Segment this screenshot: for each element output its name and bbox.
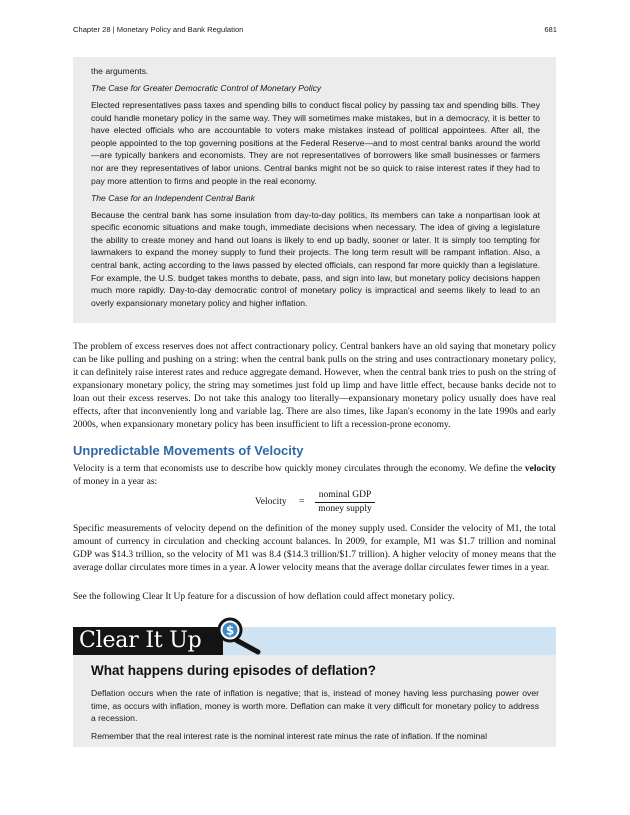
equation-lhs: Velocity [255,497,287,507]
velocity-def-before: Velocity is a term that economists use to describe how quickly money circulates through the economy. We define the [73,464,523,474]
case-independent-title: The Case for an Independent Central Bank [91,192,255,203]
equation-equals: = [299,497,305,507]
velocity-key-term: velocity [524,464,557,474]
case-democratic-title: The Case for Greater Democratic Control of Monetary Policy [91,83,322,94]
clear-it-up-question: What happens during episodes of deflation? [91,663,377,678]
velocity-def-after: of money in a year as: [73,477,158,487]
page-number: 681 [544,25,557,34]
deflation-paragraph-2: Remember that the real interest rate is the nominal interest rate minus the rate of inflation. If the nominal [91,730,487,741]
dollar-symbol: $ [225,623,235,638]
deflation-paragraph-1: Deflation occurs when the rate of inflation is negative; that is, instead of money having less purchasing power over time, as occurs with inflation, money is worth more. Deflation can make it very difficult for monetary policy to address a recession. [91,688,539,724]
velocity-measurement-paragraph: Specific measurements of velocity depend on the definition of the money supply used. Consider the velocity of M1, the total amount of currency in circulation and checking account balances. In 2009, for example, M1 was $1.7 trillion and nominal GDP was $14.3 trillion, so the velocity of M1 was 8.4 ($14.3 trillion/$1.7 trillion). A higher velocity of money means that the average dollar circulates more times in a year. A lower velocity means that the average dollar circulates fewer times in a year. [73,524,556,573]
equation-numerator: nominal GDP [315,490,375,503]
equation-fraction [315,490,375,515]
clear-it-up-banner-title: Clear It Up [79,628,202,653]
velocity-equation [255,490,405,516]
debate-feature-box [73,57,556,323]
chapter-title: Chapter 28 | Monetary Policy and Bank Regulation [73,25,244,34]
section-title: Unpredictable Movements of Velocity [73,443,304,458]
case-democratic-text: Elected representatives pass taxes and spending bills to conduct fiscal policy by passing tax and spending bills. They could handle monetary policy in the same way. They will sometimes make mistakes, but in a democracy, it is better to have elected officials who are accountable to voters make mistakes instead of political appointees. After all, the people appointed to the top governing positions at the Federal Reserve—and to most central banks around the world—are typically bankers and economists. They are not representatives of borrowers like small businesses or farmers nor are they representatives of labor unions. Central banks might not be so quick to raise interest rates if they had to pay more attention to firms and people in the real economy. [91,99,540,186]
lead-in-text: the arguments. [91,66,149,76]
equation-denominator: money supply [318,504,372,514]
clear-it-up-box [73,655,556,747]
magnifier-dollar-icon [214,616,264,656]
velocity-definition-paragraph [73,463,556,489]
case-independent-text: Because the central bank has some insulation from day-to-day politics, its members can take a nonpartisan look at specific economic situations and make tough, immediate decisions when necessary. The idea of giving a legislature the ability to create money and hand out loans is likely to end up badly, sooner or later. It is simply too tempting for lawmakers to expand the money supply to fund their projects. The long term result will be rampant inflation. Also, a central bank, acting according to the laws passed by elected officials, can respond far more quickly than a legislature. For example, the U.S. budget takes months to debate, pass, and sign into law, but monetary policy decisions happen much more rapidly. Day-to-day democratic control of monetary policy is impractical and seems likely to lead to an overly expansionary monetary policy and higher inflation. [91,209,540,308]
page-header [73,25,557,37]
see-feature-paragraph: See the following Clear It Up feature for a discussion of how deflation could affect monetary policy. [73,592,455,602]
excess-reserves-paragraph: The problem of excess reserves does not affect contractionary policy. Central bankers have an old saying that monetary policy can be like pulling and pushing on a string: when the central bank pulls on the string and uses contractionary monetary policy, it can definitely raise interest rates and reduce aggregate demand. However, when the central bank tries to push on the string of expansionary monetary policy, the string may sometimes just fold up limp and have little effect, because banks decide not to loan out their excess reserves. Do not take this analogy too literally—expansionary monetary policy usually does have real effects, after that inconveniently long and variable lag. There are also times, like Japan's economy in the late 1990s and early 2000s, when expansionary monetary policy has been insufficient to lift a recession-prone economy. [73,342,556,430]
